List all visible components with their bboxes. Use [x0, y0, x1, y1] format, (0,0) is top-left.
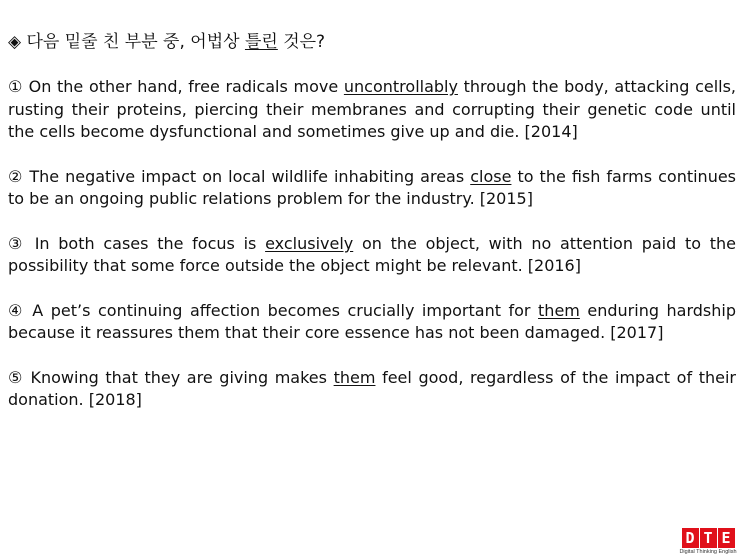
choice-4	[8, 300, 736, 345]
dte-logo	[679, 528, 737, 555]
question-underlined-word: 틀린	[244, 32, 278, 52]
choice-5	[8, 367, 736, 412]
choice-underlined: close	[470, 166, 512, 186]
logo-letters	[682, 528, 735, 548]
choice-number: ④	[8, 300, 25, 320]
choice-underlined: exclusively	[265, 233, 354, 253]
choice-underlined: them	[333, 367, 376, 387]
document-body	[8, 30, 736, 434]
logo-letter: T	[700, 528, 717, 548]
logo-letter: D	[682, 528, 699, 548]
choice-text-after: to the fish farms continues to be an ongoing public relations problem for the industry. [2015]	[8, 166, 737, 208]
choice-text-before: On the other hand, free radicals move	[22, 77, 344, 96]
choice-number: ⑤	[8, 367, 24, 387]
choice-text-before: A pet’s continuing affection becomes crucially important for	[24, 300, 539, 320]
choice-text-after: feel good, regardless of the impact of their donation. [2018]	[8, 367, 736, 409]
choice-number: ①	[8, 77, 23, 96]
choice-text-before: In both cases the focus is	[25, 233, 266, 253]
choice-underlined: uncontrollably	[343, 77, 458, 96]
question-text-before: 다음 밑줄 친 부분 중, 어법상	[21, 32, 245, 52]
choice-text-before: The negative impact on local wildlife inhabiting areas	[23, 166, 471, 186]
choice-2	[8, 166, 736, 211]
choice-number: ③	[8, 233, 26, 253]
choice-text-after: on the object, with no attention paid to the possibility that some force outside the object might be relevant. [2016]	[8, 233, 737, 275]
question-text-after: 것은?	[277, 32, 326, 52]
choice-underlined: them	[538, 300, 580, 320]
choice-text-after: through the body, attacking cells, rusting their proteins, piercing their membranes and corrupting their genetic code until the cells become dysfunctional and sometimes give up and die. [2014]	[8, 77, 737, 141]
choice-text-after: enduring hardship because it reassures them that their core essence has not been damaged. [2017]	[8, 300, 736, 342]
logo-letter: E	[718, 528, 735, 548]
question-prompt	[8, 30, 736, 54]
choice-text-before: Knowing that they are giving makes	[23, 367, 334, 387]
question-marker-icon: ◈	[8, 32, 22, 52]
choice-3	[8, 233, 736, 278]
logo-subtitle: Digital Thinking English	[679, 549, 737, 555]
choice-number: ②	[8, 166, 24, 186]
choice-1	[8, 76, 736, 144]
